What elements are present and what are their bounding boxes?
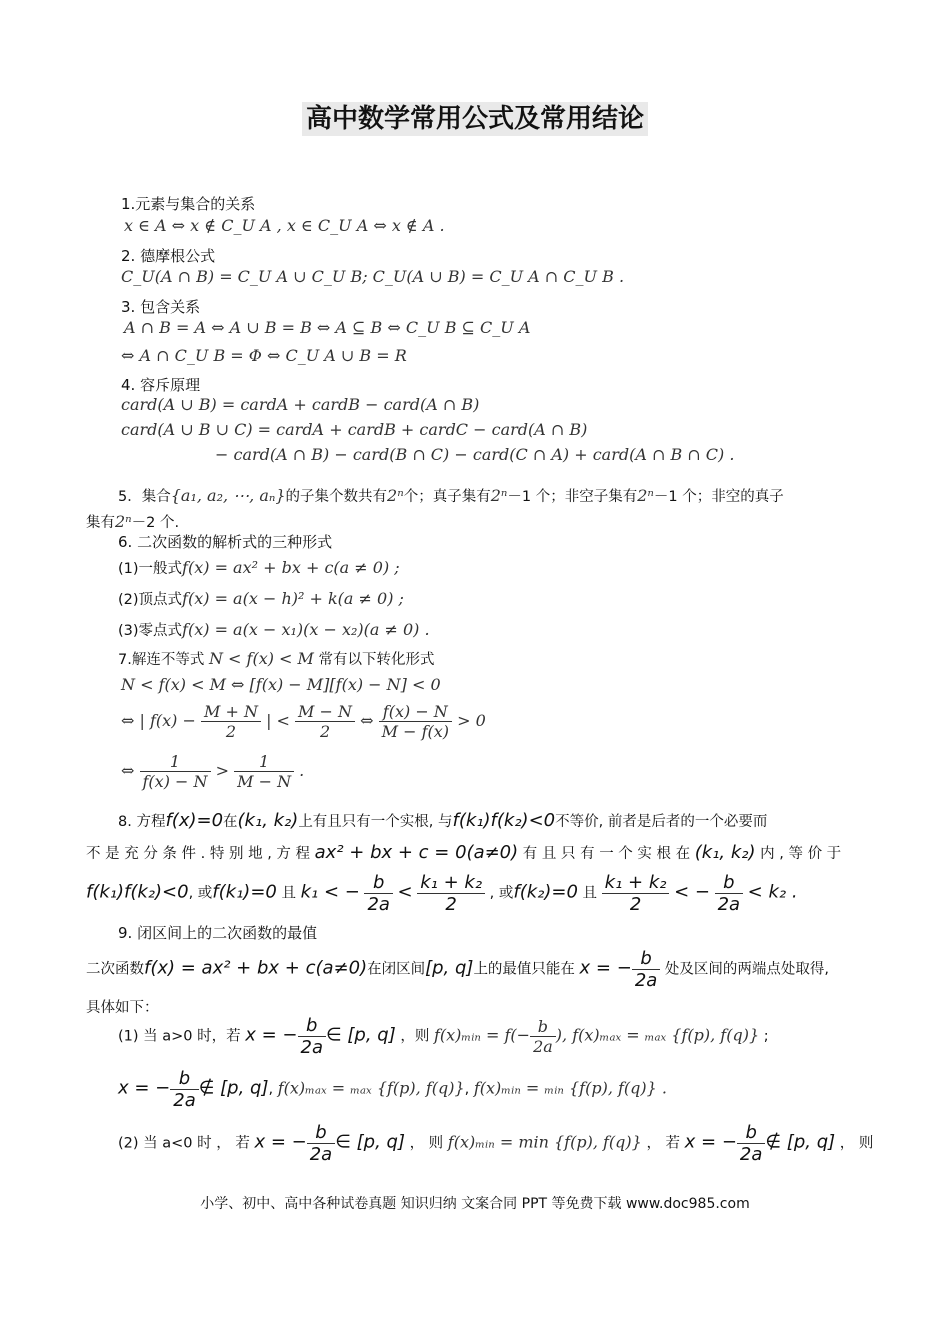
text: , 或: [188, 885, 213, 902]
page-title: [0, 98, 950, 135]
text: 常有以下转化形式: [318, 652, 435, 668]
section-6-item-2: [118, 588, 404, 609]
numerator: k₁ + k₂: [602, 872, 670, 894]
page-title-text: 高中数学常用公式及常用结论: [302, 102, 648, 136]
section-5-line-1: [118, 485, 784, 506]
text: 上有且只有一个实根, 与: [298, 814, 453, 830]
formula: f(x)ₘᵢₙ = ₘᵢₙ {f(p), f(q)} .: [473, 1078, 667, 1098]
text: 上的最值只能在: [473, 961, 575, 978]
formula: >: [215, 761, 230, 780]
section-7-heading: [118, 648, 435, 669]
fraction: [298, 1015, 326, 1058]
formula: f(x)ₘᵢₙ = min {f(p), f(q)}: [447, 1132, 642, 1152]
fraction: [737, 1122, 765, 1165]
numerator: b: [530, 1017, 556, 1037]
text: 8. 方程: [118, 814, 166, 830]
formula: > 0: [457, 711, 486, 730]
text: 不等价, 前者是后者的一个必要而: [555, 814, 768, 830]
numerator: k₁ + k₂: [417, 872, 485, 894]
formula: < k₂ .: [747, 881, 798, 903]
denominator: 2a: [739, 1144, 763, 1165]
text: 不 是 充 分 条 件 . 特 别 地 , 方 程: [86, 846, 311, 862]
fraction: [201, 702, 261, 741]
formula: 2ⁿ: [387, 486, 404, 505]
numerator: b: [170, 1068, 198, 1090]
formula: 2ⁿ: [115, 512, 132, 531]
text: 的子集个数共有: [285, 489, 388, 505]
section-4-line-3: − card(A ∩ B) − card(B ∩ C) − card(C ∩ A) + card(A ∩ B ∩ C) .: [215, 445, 735, 464]
denominator: M − N: [237, 772, 292, 791]
denominator: 2a: [533, 1037, 553, 1056]
denominator: M − f(x): [381, 722, 449, 741]
formula: (k₁, k₂): [694, 842, 756, 863]
fraction: [295, 702, 355, 741]
denominator: 2: [225, 722, 237, 741]
label: (3)零点式: [118, 623, 183, 639]
formula: ), f(x)ₘₐₓ = ₘₐₓ {f(p), f(q)}: [555, 1025, 760, 1045]
formula: < −: [674, 881, 710, 903]
iff-symbol: ⇔: [121, 711, 135, 730]
text: 且: [281, 885, 296, 902]
fraction: [715, 872, 743, 915]
formula: f(x) = ax² + bx + c(a ≠ 0) ;: [182, 558, 400, 577]
section-9-line-2: 具体如下：: [86, 1000, 159, 1016]
formula: .: [299, 761, 305, 780]
numerator: 1: [140, 752, 211, 772]
section-4-line-1: card(A ∪ B) = cardA + cardB − card(A ∩ B): [121, 395, 480, 414]
fraction: [379, 702, 452, 741]
text: －1 个；非空的真子: [653, 489, 784, 505]
section-7-line-1: N < f(x) < M ⇔ [f(x) − M][f(x) − N] < 0: [121, 675, 441, 694]
section-6-item-1: [118, 557, 400, 578]
formula: x = −: [579, 957, 632, 979]
text: －2 个.: [131, 515, 180, 531]
text: ;: [763, 1028, 769, 1045]
fraction: [364, 872, 392, 915]
section-3-line-1: A ∩ B = A ⇔ A ∪ B = B ⇔ A ⊆ B ⇔ C_U B ⊆ C_U A: [124, 318, 531, 337]
section-2-heading: 2. 德摩根公式: [121, 247, 216, 265]
numerator: b: [307, 1122, 335, 1144]
section-3-line-2: ⇔ A ∩ C_U B = Φ ⇔ C_U A ∪ B = R: [121, 346, 407, 365]
label: (1)一般式: [118, 561, 183, 577]
section-4-line-2: card(A ∪ B ∪ C) = cardA + cardB + cardC − card(A ∩ B): [121, 420, 588, 439]
section-8-line-2: [86, 842, 841, 863]
text: 5．集合: [118, 489, 171, 505]
formula: x = −: [245, 1024, 298, 1046]
section-7-line-3: [121, 752, 304, 791]
text: ，则: [400, 1028, 430, 1045]
text: ,: [464, 1081, 470, 1098]
formula: x = −: [118, 1077, 171, 1099]
formula: ∉ [p, q]: [198, 1077, 269, 1099]
label: (2)顶点式: [118, 592, 183, 608]
text: ， 则: [839, 1135, 874, 1152]
section-1-heading: 1.元素与集合的关系: [121, 195, 256, 213]
text: 内 , 等 价 于: [760, 846, 842, 862]
fraction: [632, 948, 660, 991]
numerator: M + N: [201, 702, 261, 722]
section-5-line-2: [86, 511, 179, 532]
formula: f(k₂)=0: [513, 881, 578, 903]
formula: f(x) = a(x − h)² + k(a ≠ 0) ;: [182, 589, 404, 608]
fraction: [417, 872, 485, 915]
iff-symbol: ⇔: [360, 711, 374, 730]
numerator: f(x) − N: [379, 702, 452, 722]
formula: ∈ [p, q]: [335, 1131, 405, 1153]
text: 7.解连不等式: [118, 652, 205, 668]
text: ,: [268, 1081, 274, 1098]
text: 且: [582, 885, 598, 902]
denominator: 2a: [634, 970, 658, 991]
formula: | <: [266, 711, 290, 730]
formula: (k₁, k₂): [237, 810, 299, 831]
denominator: 2: [629, 894, 642, 915]
formula: f(k₁)f(k₂)<0: [86, 881, 189, 903]
section-4-heading: 4. 容斥原理: [121, 376, 201, 394]
section-3-heading: 3. 包含关系: [121, 298, 201, 316]
formula: | f(x) −: [139, 711, 196, 730]
numerator: b: [737, 1122, 765, 1144]
section-2-formula: C_U(A ∩ B) = C_U A ∪ C_U B; C_U(A ∪ B) = C_U A ∩ C_U B .: [121, 267, 625, 286]
fraction: [170, 1068, 198, 1111]
formula: f(x) = ax² + bx + c(a≠0): [144, 957, 368, 979]
section-9-case-1: [118, 1015, 769, 1058]
section-9-heading: 9. 闭区间上的二次函数的最值: [118, 924, 318, 942]
section-9-case-2: [118, 1122, 873, 1165]
formula: x = −: [254, 1131, 307, 1153]
section-8-line-3: [86, 872, 798, 915]
fraction: [234, 752, 294, 791]
section-6-heading: 6. 二次函数的解析式的三种形式: [118, 533, 333, 551]
section-7-line-2: [121, 702, 486, 741]
section-1-formula: x ∈ A ⇔ x ∉ C_U A , x ∈ C_U A ⇔ x ∉ A .: [124, 216, 445, 235]
section-9-line-1: [86, 948, 829, 991]
formula: f(x)ₘₐₓ = ₘₐₓ {f(p), f(q)}: [277, 1078, 465, 1098]
formula: [p, q]: [425, 957, 474, 979]
formula: ax² + bx + c = 0(a≠0): [314, 842, 519, 863]
formula: ∉ [p, q]: [765, 1131, 836, 1153]
text: (2) 当 a<0 时 ， 若: [118, 1135, 250, 1152]
formula: N < f(x) < M: [208, 649, 314, 668]
denominator: 2a: [367, 894, 390, 915]
formula: 2ⁿ: [637, 486, 654, 505]
denominator: 2: [319, 722, 331, 741]
formula: 2ⁿ: [490, 486, 508, 505]
formula: x = −: [684, 1131, 737, 1153]
formula: f(k₁)=0: [212, 881, 277, 903]
denominator: 2a: [309, 1144, 333, 1165]
text: 二次函数: [86, 961, 144, 978]
fraction: [307, 1122, 335, 1165]
text: 个；真子集有: [403, 489, 491, 505]
text: 在闭区间: [367, 961, 426, 978]
text: 集有: [86, 515, 115, 531]
fraction: [530, 1017, 556, 1056]
section-6-item-3: [118, 619, 430, 640]
page-footer: 小学、初中、高中各种试卷真题 知识归纳 文案合同 PPT 等免费下载 www.doc985.com: [200, 1196, 750, 1212]
iff-symbol: ⇔: [121, 761, 135, 780]
text: 在: [223, 814, 238, 830]
formula: <: [397, 881, 413, 903]
numerator: b: [632, 948, 660, 970]
formula: ∈ [p, q]: [326, 1024, 396, 1046]
text: 处及区间的两端点处取得,: [664, 961, 830, 978]
text: －1 个；非空子集有: [507, 489, 638, 505]
numerator: 1: [234, 752, 294, 772]
numerator: b: [364, 872, 392, 894]
numerator: b: [298, 1015, 326, 1037]
fraction: [140, 752, 211, 791]
denominator: 2a: [173, 1090, 196, 1111]
formula: f(x)=0: [165, 810, 224, 831]
formula: f(x) = a(x − x₁)(x − x₂)(a ≠ 0) .: [182, 620, 430, 639]
numerator: b: [715, 872, 743, 894]
text: , 或: [489, 885, 514, 902]
text: 有 且 只 有 一 个 实 根 在: [522, 846, 691, 862]
section-9-case-1b: [118, 1068, 667, 1111]
text: ， 若: [646, 1135, 681, 1152]
denominator: 2a: [300, 1037, 323, 1058]
denominator: f(x) − N: [142, 772, 208, 791]
section-8-line-1: [118, 810, 767, 831]
fraction: [602, 872, 670, 915]
formula: {a₁, a₂, ⋯, aₙ}: [170, 486, 286, 505]
text: ， 则: [409, 1135, 444, 1152]
denominator: 2: [445, 894, 457, 915]
formula: k₁ < −: [300, 881, 360, 903]
formula: f(x)ₘᵢₙ = f(−: [433, 1025, 531, 1045]
numerator: M − N: [295, 702, 355, 722]
denominator: 2a: [717, 894, 741, 915]
text: (1) 当 a>0 时，若: [118, 1028, 241, 1045]
formula: f(k₁)f(k₂)<0: [452, 810, 556, 831]
